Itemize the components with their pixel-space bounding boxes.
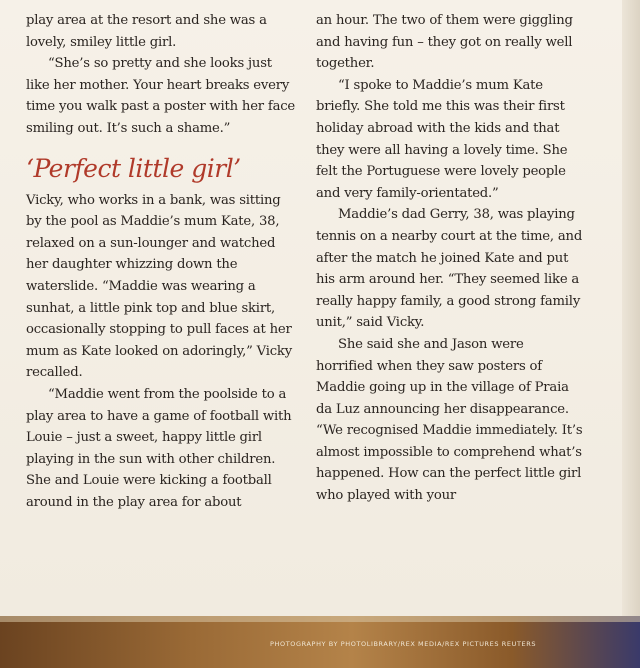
photo-credit: PHOTOGRAPHY BY PHOTOLIBRARY/REX MEDIA/REX PICTURES REUTERS xyxy=(270,640,537,648)
page-edge-shadow xyxy=(622,0,640,616)
paragraph: play area at the resort and she was a lovely, smiley little girl. xyxy=(26,13,267,50)
paragraph: Vicky, who works in a bank, was sitting by the pool as Maddie’s mum Kate, 38, relaxed on a sun-lounger and watched her daughter whizzing down the waterslide. “Maddie was wearing a sunhat, a little pink top and blue skirt, occasionally stopping to pull faces at her mum as Kate looked on adoringly,” Vicky recalled. xyxy=(26,192,292,381)
article-column-right xyxy=(316,10,584,507)
paragraph: an hour. The two of them were giggling and having fun – they got on really well together. xyxy=(316,13,573,72)
quote-paragraph: “Maddie went from the poolside to a play area to have a game of football with Louie – just a sweet, happy little girl playing in the sun with other children. She and Louie were kicking a football around in the play area for about xyxy=(26,386,292,510)
paragraph: She said she and Jason were horrified when they saw posters of Maddie going up in the village of Praia da Luz announcing her disappearance. “We recognised Maddie immediately. It’s almost impossible to comprehend what’s happened. How can the perfect little girl who played with your xyxy=(316,336,583,504)
article-subheading: ‘Perfect little girl’ xyxy=(26,153,241,183)
footer-divider xyxy=(0,616,640,622)
quote-paragraph: “She’s so pretty and she looks just like her mother. Your heart breaks every time you walk past a poster with her face smiling out. It’s such a shame.” xyxy=(26,56,296,136)
paragraph: Maddie’s dad Gerry, 38, was playing tennis on a nearby court at the time, and after the match he joined Kate and put his arm around her. “They seemed like a really happy family, a good strong family unit,” said Vicky. xyxy=(316,207,583,331)
quote-paragraph: “I spoke to Maddie’s mum Kate briefly. She told me this was their first holiday abroad with the kids and that they were all having a lovely time. She felt the Portuguese were lovely people and very family-orientated.” xyxy=(316,77,568,201)
article-column-left xyxy=(26,10,296,513)
